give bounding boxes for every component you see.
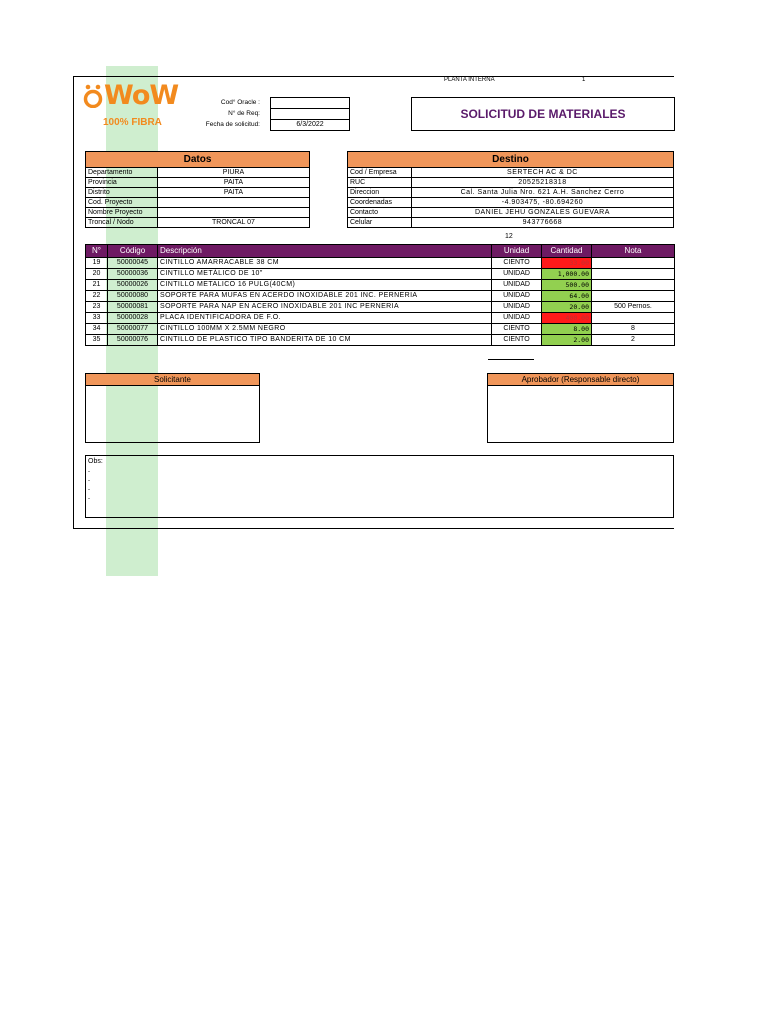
item-unidad: CIENTO: [492, 335, 542, 346]
datos-value[interactable]: PIURA: [157, 168, 309, 178]
item-descripcion: CINTILLO 100MM X 2.5MM NEGRO: [158, 324, 492, 335]
datos-value[interactable]: [157, 208, 309, 218]
item-codigo: 50000081: [108, 302, 158, 313]
item-nota[interactable]: [592, 313, 675, 324]
page-number: 1: [582, 77, 586, 83]
item-nota[interactable]: 2: [592, 335, 675, 346]
obs-label: Obs:: [88, 458, 103, 465]
table-row: [86, 313, 675, 324]
item-descripcion: CINTILLO DE PLASTICO TIPO BANDERITA DE 10 CM: [158, 335, 492, 346]
brand-tagline: 100% FIBRA: [103, 117, 162, 128]
item-cantidad[interactable]: 64.00: [542, 291, 592, 302]
item-descripcion: PLACA IDENTIFICADORA DE F.O.: [158, 313, 492, 324]
item-unidad: UNIDAD: [492, 269, 542, 280]
item-descripcion: CINTILLO METÁLICO DE 10": [158, 269, 492, 280]
obs-line: -: [88, 496, 90, 502]
brand-logo-text: WoW: [104, 80, 179, 111]
items-header-row: [86, 245, 675, 258]
item-number: 23: [86, 302, 108, 313]
destino-row: [348, 198, 674, 208]
datos-label: Cod. Proyecto: [86, 198, 158, 208]
destino-label: RUC: [348, 178, 412, 188]
destino-heading: Destino: [347, 151, 674, 168]
table-row: [86, 258, 675, 269]
aprobador-heading: Aprobador (Responsable directo): [487, 373, 674, 386]
destino-value[interactable]: 20525218318: [411, 178, 673, 188]
datos-label: Provincia: [86, 178, 158, 188]
table-row: [86, 280, 675, 291]
item-cantidad[interactable]: 500.00: [542, 280, 592, 291]
datos-row: [86, 168, 310, 178]
item-descripcion: CINTILLO AMARRACABLE 38 CM: [158, 258, 492, 269]
datos-row: [86, 178, 310, 188]
destino-table: [347, 167, 674, 228]
item-unidad: UNIDAD: [492, 313, 542, 324]
datos-row: [86, 208, 310, 218]
destino-value[interactable]: Cal. Santa Julia Nro. 621 A.H. Sanchez Cerro: [411, 188, 673, 198]
item-codigo: 50000028: [108, 313, 158, 324]
destino-row: [348, 178, 674, 188]
datos-label: Departamento: [86, 168, 158, 178]
datos-label: Nombre Proyecto: [86, 208, 158, 218]
cod-oracle-label: Cod° Oracle :: [220, 99, 260, 106]
item-nota[interactable]: [592, 269, 675, 280]
item-codigo: 50000026: [108, 280, 158, 291]
item-number: 35: [86, 335, 108, 346]
item-cantidad[interactable]: 33.00: [542, 258, 592, 269]
table-row: [86, 291, 675, 302]
table-row: [86, 269, 675, 280]
datos-value[interactable]: TRONCAL 07: [157, 218, 309, 228]
item-codigo: 50000076: [108, 335, 158, 346]
obs-box[interactable]: [85, 455, 674, 518]
table-row: [86, 335, 675, 346]
destino-label: Contacto: [348, 208, 412, 218]
item-unidad: UNIDAD: [492, 302, 542, 313]
document-title: SOLICITUD DE MATERIALES: [411, 97, 675, 131]
destino-value[interactable]: DANIEL JEHU GONZALES GUEVARA: [411, 208, 673, 218]
items-table: [85, 244, 675, 346]
wow-logo-icon: [82, 84, 104, 108]
datos-value[interactable]: PAITA: [157, 188, 309, 198]
item-nota[interactable]: 8: [592, 324, 675, 335]
item-unidad: CIENTO: [492, 258, 542, 269]
item-nota[interactable]: [592, 280, 675, 291]
item-number: 34: [86, 324, 108, 335]
destino-value[interactable]: 943776668: [411, 218, 673, 228]
col-descripcion-header: Descripción: [158, 245, 492, 258]
table-row: [86, 302, 675, 313]
destino-row: [348, 208, 674, 218]
destino-row: [348, 188, 674, 198]
item-descripcion: CINTILLO METALICO 16 PULG(40CM): [158, 280, 492, 291]
item-codigo: 50000077: [108, 324, 158, 335]
col-unidad-header: Unidad: [492, 245, 542, 258]
col-cantidad-header: Cantidad: [542, 245, 592, 258]
item-descripcion: SOPORTE PARA NAP EN ACERO INOXIDABLE 201 INC PERNERIA: [158, 302, 492, 313]
aprobador-signature-box[interactable]: [487, 385, 674, 443]
col-nota-header: Nota: [592, 245, 675, 258]
item-codigo: 50000080: [108, 291, 158, 302]
item-number: 20: [86, 269, 108, 280]
fecha-label: Fecha de solicitud:: [205, 121, 260, 128]
table-row: [86, 324, 675, 335]
item-number: 21: [86, 280, 108, 291]
item-cantidad[interactable]: 2.00: [542, 335, 592, 346]
frame-left-border: [73, 76, 74, 528]
item-unidad: UNIDAD: [492, 280, 542, 291]
destino-value[interactable]: -4.903475, -80.694260: [411, 198, 673, 208]
item-cantidad[interactable]: 1,000.00: [542, 269, 592, 280]
datos-value[interactable]: PAITA: [157, 178, 309, 188]
datos-row: [86, 198, 310, 208]
datos-row: [86, 188, 310, 198]
signature-line: [488, 359, 534, 360]
col-n-header: N°: [86, 245, 108, 258]
req-label: N° de Req:: [228, 110, 260, 117]
item-codigo: 50000036: [108, 269, 158, 280]
item-number: 22: [86, 291, 108, 302]
obs-line: -: [88, 469, 90, 475]
destino-label: Direccion: [348, 188, 412, 198]
datos-value[interactable]: [157, 198, 309, 208]
solicitante-heading: Solicitante: [85, 373, 260, 386]
datos-heading: Datos: [85, 151, 310, 168]
datos-label: Troncal / Nodo: [86, 218, 158, 228]
item-unidad: CIENTO: [492, 324, 542, 335]
solicitante-signature-box[interactable]: [85, 385, 260, 443]
destino-label: Coordenadas: [348, 198, 412, 208]
datos-row: [86, 218, 310, 228]
item-descripcion: SOPORTE PARA MUFAS EN ACERDO INOXIDABLE 201 INC. PERNERIA: [158, 291, 492, 302]
destino-count: 12: [505, 233, 513, 240]
col-codigo-header: Código: [108, 245, 158, 258]
planta-label: PLANTA INTERNA: [444, 77, 495, 83]
item-cantidad[interactable]: 20.00: [542, 302, 592, 313]
datos-table: [85, 167, 310, 228]
item-cantidad[interactable]: 8.00: [542, 324, 592, 335]
item-number: 19: [86, 258, 108, 269]
fecha-field[interactable]: 6/3/2022: [270, 119, 350, 131]
destino-label: Celular: [348, 218, 412, 228]
frame-bottom-border: [73, 528, 674, 529]
item-cantidad[interactable]: 400.00: [542, 313, 592, 324]
obs-line: -: [88, 487, 90, 493]
destino-value[interactable]: SERTECH AC & DC: [411, 168, 673, 178]
destino-row: [348, 168, 674, 178]
item-nota[interactable]: [592, 291, 675, 302]
destino-label: Cod / Empresa: [348, 168, 412, 178]
item-unidad: UNIDAD: [492, 291, 542, 302]
item-number: 33: [86, 313, 108, 324]
datos-label: Distrito: [86, 188, 158, 198]
obs-line: -: [88, 478, 90, 484]
item-codigo: 50000045: [108, 258, 158, 269]
item-nota[interactable]: [592, 258, 675, 269]
destino-row: [348, 218, 674, 228]
item-nota[interactable]: 500 Pernos.: [592, 302, 675, 313]
